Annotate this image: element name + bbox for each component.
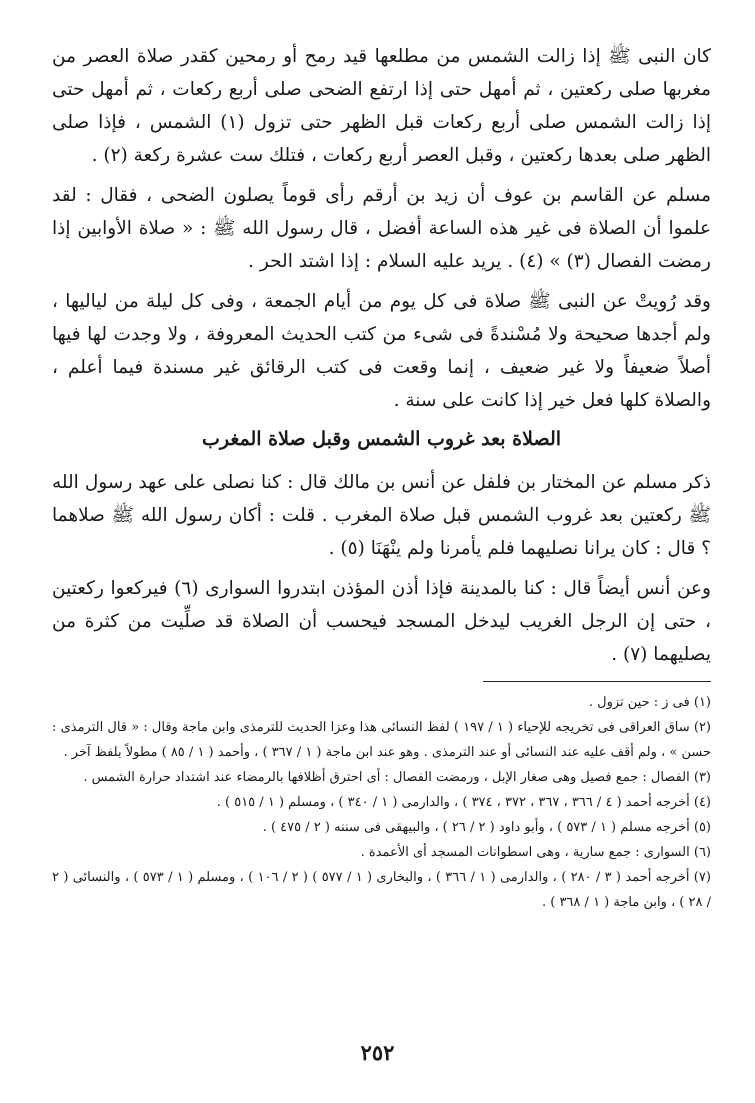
footnote-divider — [483, 681, 711, 682]
paragraph-2: مسلم عن القاسم بن عوف أن زيد بن أرقم رأى قوماً يصلون الضحى ، فقال : لقد علموا أن الصلاة فى غير هذه الساعة أفضل ، قال رسول الله ﷺ : « صلاة الأوابين إذا رمضت الفصال (٣) » (٤) . يريد عليه السلام : إذا اشتد الحر . — [52, 185, 711, 272]
footnote-1: (١) فى ز : حين تزول . — [588, 695, 711, 710]
footnote-3: (٣) الفصال : جمع فصيل وهى صغار الإبل ، ورمضت الفصال : أى احترق أظلافها بالرمضاء عند اشتداد حرارة الشمس . — [83, 770, 711, 785]
footnote-6: (٦) السوارى : جمع سارية ، وهى اسطوانات المسجد أى الأعمدة . — [360, 845, 711, 860]
footnotes — [52, 690, 711, 915]
paragraph-5: وعن أنس أيضاً قال : كنا بالمدينة فإذا أذن المؤذن ابتدروا السوارى (٦) فيركعوا ركعتين ، حتى إن الرجل الغريب ليدخل المسجد فيحسب أن الصلاة قد صلِّيت من كثرة من يصليهما (٧) . — [52, 578, 711, 665]
footnote-2: (٢) ساق العراقى فى تخريجه للإحياء ( ١ / ١٩٧ ) لفظ النسائى هذا وعزا الحديث للترمذى وابن ماجة وقال : « قال الترمذى : حسن » ، ولم أقف عليه عند النسائى أو عند الترمذى . وهو عند ابن ماجة ( ١ / ٣٦٧ ) ، وأحمد ( ١ / ٨٥ ) مطولاً بلفظ آخر . — [52, 720, 711, 760]
footnote-7: (٧) أخرجه أحمد ( ٣ / ٢٨٠ ) ، والدارمى ( ١ / ٣٦٦ ) ، والبخارى ( ١ / ٥٧٧ ) ( ٢ / ١٠٦ ) ، ومسلم ( ١ / ٥٧٣ ) ، والنسائى ( ٢ / ٢٨ ) ، وابن ماجة ( ١ / ٣٦٨ ) . — [52, 870, 711, 910]
footnote-4: (٤) أخرجه أحمد ( ٤ / ٣٦٦ ، ٣٦٧ ، ٣٧٢ ، ٣٧٤ ) ، والدارمى ( ١ / ٣٤٠ ) ، ومسلم ( ١ / ٥١٥ ) . — [216, 795, 711, 810]
section-heading: الصلاة بعد غروب الشمس وقبل صلاة المغرب — [201, 428, 562, 450]
paragraph-1: كان النبى ﷺ إذا زالت الشمس من مطلعها قيد رمح أو رمحين كقدر صلاة العصر من مغربها صلى ركعتين ، ثم أمهل حتى إذا ارتفع الضحى صلى أربع ركعات ، ثم أمهل حتى إذا زالت الشمس صلى أربع ركعات قبل الظهر حتى تزول (١) الشمس ، فإذا صلى الظهر صلى بعدها ركعتين ، وقبل العصر أربع ركعات ، فتلك ست عشرة ركعة (٢) . — [52, 46, 711, 166]
paragraph-3: وقد رُويتْ عن النبى ﷺ صلاة فى كل يوم من أيام الجمعة ، وفى كل ليلة من لياليها ، ولم أجدها صحيحة ولا مُسْندةً فى شىء من كتب الحديث المعروفة ، ولا وجدت لها فيها أصلاً ضعيفاً ولا غير ضعيف ، إنما وقعت فى كتب الرقائق غير مسندة فيما أعلم ، والصلاة كلها فعل خير إذا كانت على سنة . — [52, 291, 711, 411]
paragraph-4: ذكر مسلم عن المختار بن فلفل عن أنس بن مالك قال : كنا نصلى على عهد رسول الله ﷺ ركعتين بعد غروب الشمس قبل صلاة المغرب . قلت : أكان رسول الله ﷺ صلاهما ؟ قال : كان يرانا نصليهما فلم يأمرنا ولم ينْهَنَا (٥) . — [52, 472, 711, 559]
page-number: ٢٥٢ — [360, 1040, 395, 1065]
footnote-5: (٥) أخرجه مسلم ( ١ / ٥٧٣ ) ، وأبو داود ( ٢ / ٢٦ ) ، والبيهقى فى سننه ( ٢ / ٤٧٥ ) . — [262, 820, 711, 835]
main-text — [52, 40, 711, 671]
